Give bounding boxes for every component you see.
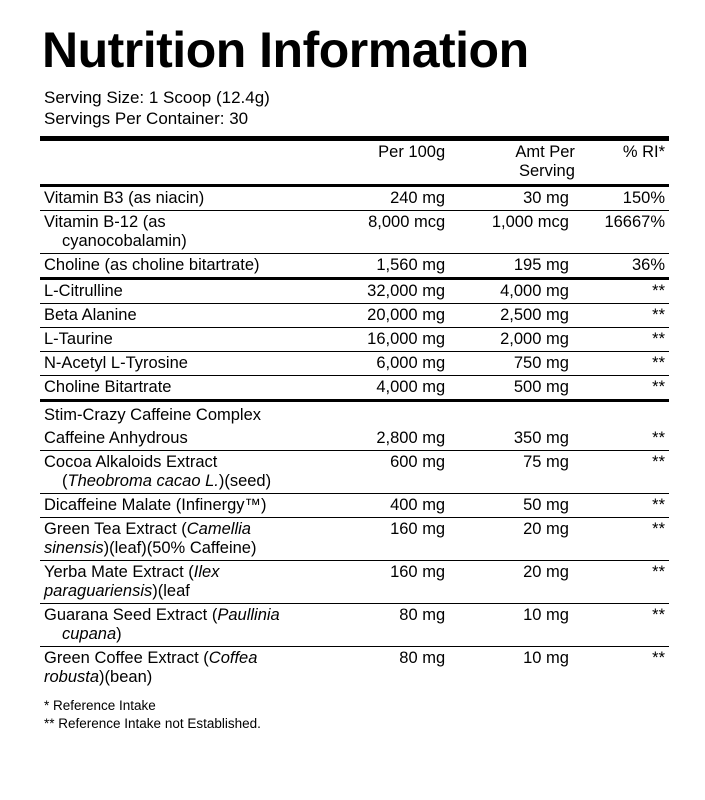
- row-ri: **: [581, 518, 669, 561]
- table-row: [40, 352, 669, 376]
- table-header: [40, 139, 669, 186]
- row-ri: **: [581, 328, 669, 352]
- row-name-latin-species: paraguariensis: [44, 582, 153, 600]
- row-ri: **: [581, 352, 669, 376]
- row-per-100g: 160 mg: [342, 561, 455, 604]
- row-ri: **: [581, 376, 669, 401]
- row-name-part-note: )(leaf: [152, 582, 190, 600]
- row-per-100g: 160 mg: [342, 518, 455, 561]
- row-per-100g: 4,000 mg: [342, 376, 455, 401]
- row-ri: **: [581, 451, 669, 494]
- row-name-line1: [44, 606, 342, 625]
- table-row: [40, 451, 669, 494]
- row-name: [40, 561, 342, 604]
- row-amt: 1,000 mcg: [455, 211, 581, 254]
- row-per-100g: 16,000 mg: [342, 328, 455, 352]
- row-ri: **: [581, 647, 669, 690]
- row-name-latin-genus: Coffea: [208, 649, 258, 667]
- serving-info: [44, 87, 669, 131]
- row-name: [40, 211, 342, 254]
- row-name-line2: [44, 232, 342, 251]
- serving-size-line: Serving Size: 1 Scoop (12.4g): [44, 87, 270, 107]
- table-row: [40, 561, 669, 604]
- row-name-line2: [44, 582, 342, 601]
- table-row: [40, 328, 669, 352]
- table-row: [40, 186, 669, 211]
- row-amt: 20 mg: [455, 518, 581, 561]
- row-name-latin-species: cupana: [62, 625, 117, 643]
- table-row: [40, 304, 669, 328]
- row-name: L-Taurine: [40, 328, 342, 352]
- row-amt: 195 mg: [455, 254, 581, 279]
- row-name-line1: Cocoa Alkaloids Extract: [44, 453, 218, 471]
- footnotes: [40, 697, 669, 733]
- row-name-prefix: Green Tea Extract (: [44, 520, 187, 538]
- row-amt: 10 mg: [455, 647, 581, 690]
- row-per-100g: 8,000 mcg: [342, 211, 455, 254]
- row-per-100g: 240 mg: [342, 186, 455, 211]
- table-row: [40, 211, 669, 254]
- row-name: Choline Bitartrate: [40, 376, 342, 401]
- row-name: Caffeine Anhydrous: [44, 429, 188, 447]
- row-name-part-note: ): [116, 625, 122, 643]
- table-row: [40, 604, 669, 647]
- servings-per-container-line: Servings Per Container: 30: [44, 109, 249, 129]
- row-name-line2: [44, 625, 342, 644]
- row-name-latin-species: robusta: [44, 668, 100, 686]
- footnote-not-established: ** Reference Intake not Established.: [44, 716, 261, 732]
- table-row: [40, 518, 669, 561]
- group-title: Stim-Crazy Caffeine Complex: [40, 401, 669, 428]
- row-name-part-note: )(bean): [99, 668, 153, 686]
- row-name-line2: [44, 668, 342, 687]
- row-name: [40, 647, 342, 690]
- column-header-name: [40, 139, 342, 186]
- table-row: [40, 376, 669, 401]
- column-header-ri: % RI*: [581, 139, 669, 186]
- row-name-latin-genus: Paullinia: [217, 606, 280, 624]
- row-name-prefix: Guarana Seed Extract (: [44, 606, 218, 624]
- row-per-100g: 80 mg: [342, 647, 455, 690]
- row-ri: **: [652, 429, 665, 447]
- row-name-latin-species: sinensis: [44, 539, 104, 557]
- row-name-line1: [44, 563, 342, 582]
- row-ri: **: [581, 279, 669, 304]
- row-name-line1: [44, 649, 342, 668]
- row-amt: 50 mg: [455, 494, 581, 518]
- row-amt: 20 mg: [455, 561, 581, 604]
- row-name-latin: Theobroma cacao L.: [67, 472, 219, 490]
- row-amt: 30 mg: [455, 186, 581, 211]
- row-name-part-note: )(seed): [218, 472, 272, 490]
- row-ri: **: [581, 561, 669, 604]
- table-row: [40, 254, 669, 279]
- row-per-100g: 80 mg: [342, 604, 455, 647]
- table-row: [40, 279, 669, 304]
- row-per-100g: 32,000 mg: [342, 279, 455, 304]
- row-per-100g: 600 mg: [342, 451, 455, 494]
- row-per-100g: 400 mg: [342, 494, 455, 518]
- row-name: Beta Alanine: [40, 304, 342, 328]
- row-name-prefix: Green Coffee Extract (: [44, 649, 209, 667]
- row-ri: **: [581, 604, 669, 647]
- row-amt: 500 mg: [455, 376, 581, 401]
- row-name: [40, 604, 342, 647]
- row-name: Choline (as choline bitartrate): [40, 254, 342, 279]
- row-ri: 36%: [581, 254, 669, 279]
- row-ri: **: [581, 494, 669, 518]
- row-name: L-Citrulline: [40, 279, 342, 304]
- row-name-line2: [44, 472, 342, 491]
- row-ri: **: [581, 304, 669, 328]
- row-name: Vitamin B3 (as niacin): [40, 186, 342, 211]
- row-name: [40, 518, 342, 561]
- row-amt: 75 mg: [455, 451, 581, 494]
- page-title: Nutrition Information: [42, 22, 529, 78]
- row-name-line2-text: cyanocobalamin): [62, 232, 187, 250]
- row-amt: 10 mg: [455, 604, 581, 647]
- row-amt: 2,500 mg: [455, 304, 581, 328]
- row-per-100g: 1,560 mg: [342, 254, 455, 279]
- row-name: [40, 451, 342, 494]
- row-name-line1: [44, 520, 342, 539]
- row-name-line1: Vitamin B-12 (as: [44, 213, 166, 231]
- table-row: [40, 427, 669, 451]
- footnote-reference-intake: * Reference Intake: [44, 698, 156, 713]
- row-name-line2: [44, 539, 342, 558]
- row-amt: 750 mg: [455, 352, 581, 376]
- table-row: [40, 647, 669, 690]
- column-header-per-100g: Per 100g: [342, 139, 455, 186]
- row-name-paren-open: (: [62, 472, 68, 490]
- row-amt: 2,000 mg: [455, 328, 581, 352]
- row-ri: 150%: [581, 186, 669, 211]
- table-row: [40, 494, 669, 518]
- row-name-latin-genus: Ilex: [193, 563, 220, 581]
- row-name: Dicaffeine Malate (Infinergy™): [40, 494, 342, 518]
- row-ri: 16667%: [581, 211, 669, 254]
- column-header-amt-per-serving: Amt Per Serving: [455, 139, 581, 186]
- row-name-part-note: )(leaf)(50% Caffeine): [103, 539, 257, 557]
- row-amt: 4,000 mg: [455, 279, 581, 304]
- row-name-latin-genus: Camellia: [186, 520, 251, 538]
- group-header-row: [40, 401, 669, 428]
- table-body: [40, 186, 669, 690]
- row-per-100g: 6,000 mg: [342, 352, 455, 376]
- row-per-100g: 20,000 mg: [342, 304, 455, 328]
- row-name: N-Acetyl L-Tyrosine: [40, 352, 342, 376]
- row-per-100g: 2,800 mg: [376, 429, 446, 447]
- nutrition-table: [40, 136, 669, 689]
- row-amt: 350 mg: [513, 429, 569, 447]
- row-name-prefix: Yerba Mate Extract (: [44, 563, 194, 581]
